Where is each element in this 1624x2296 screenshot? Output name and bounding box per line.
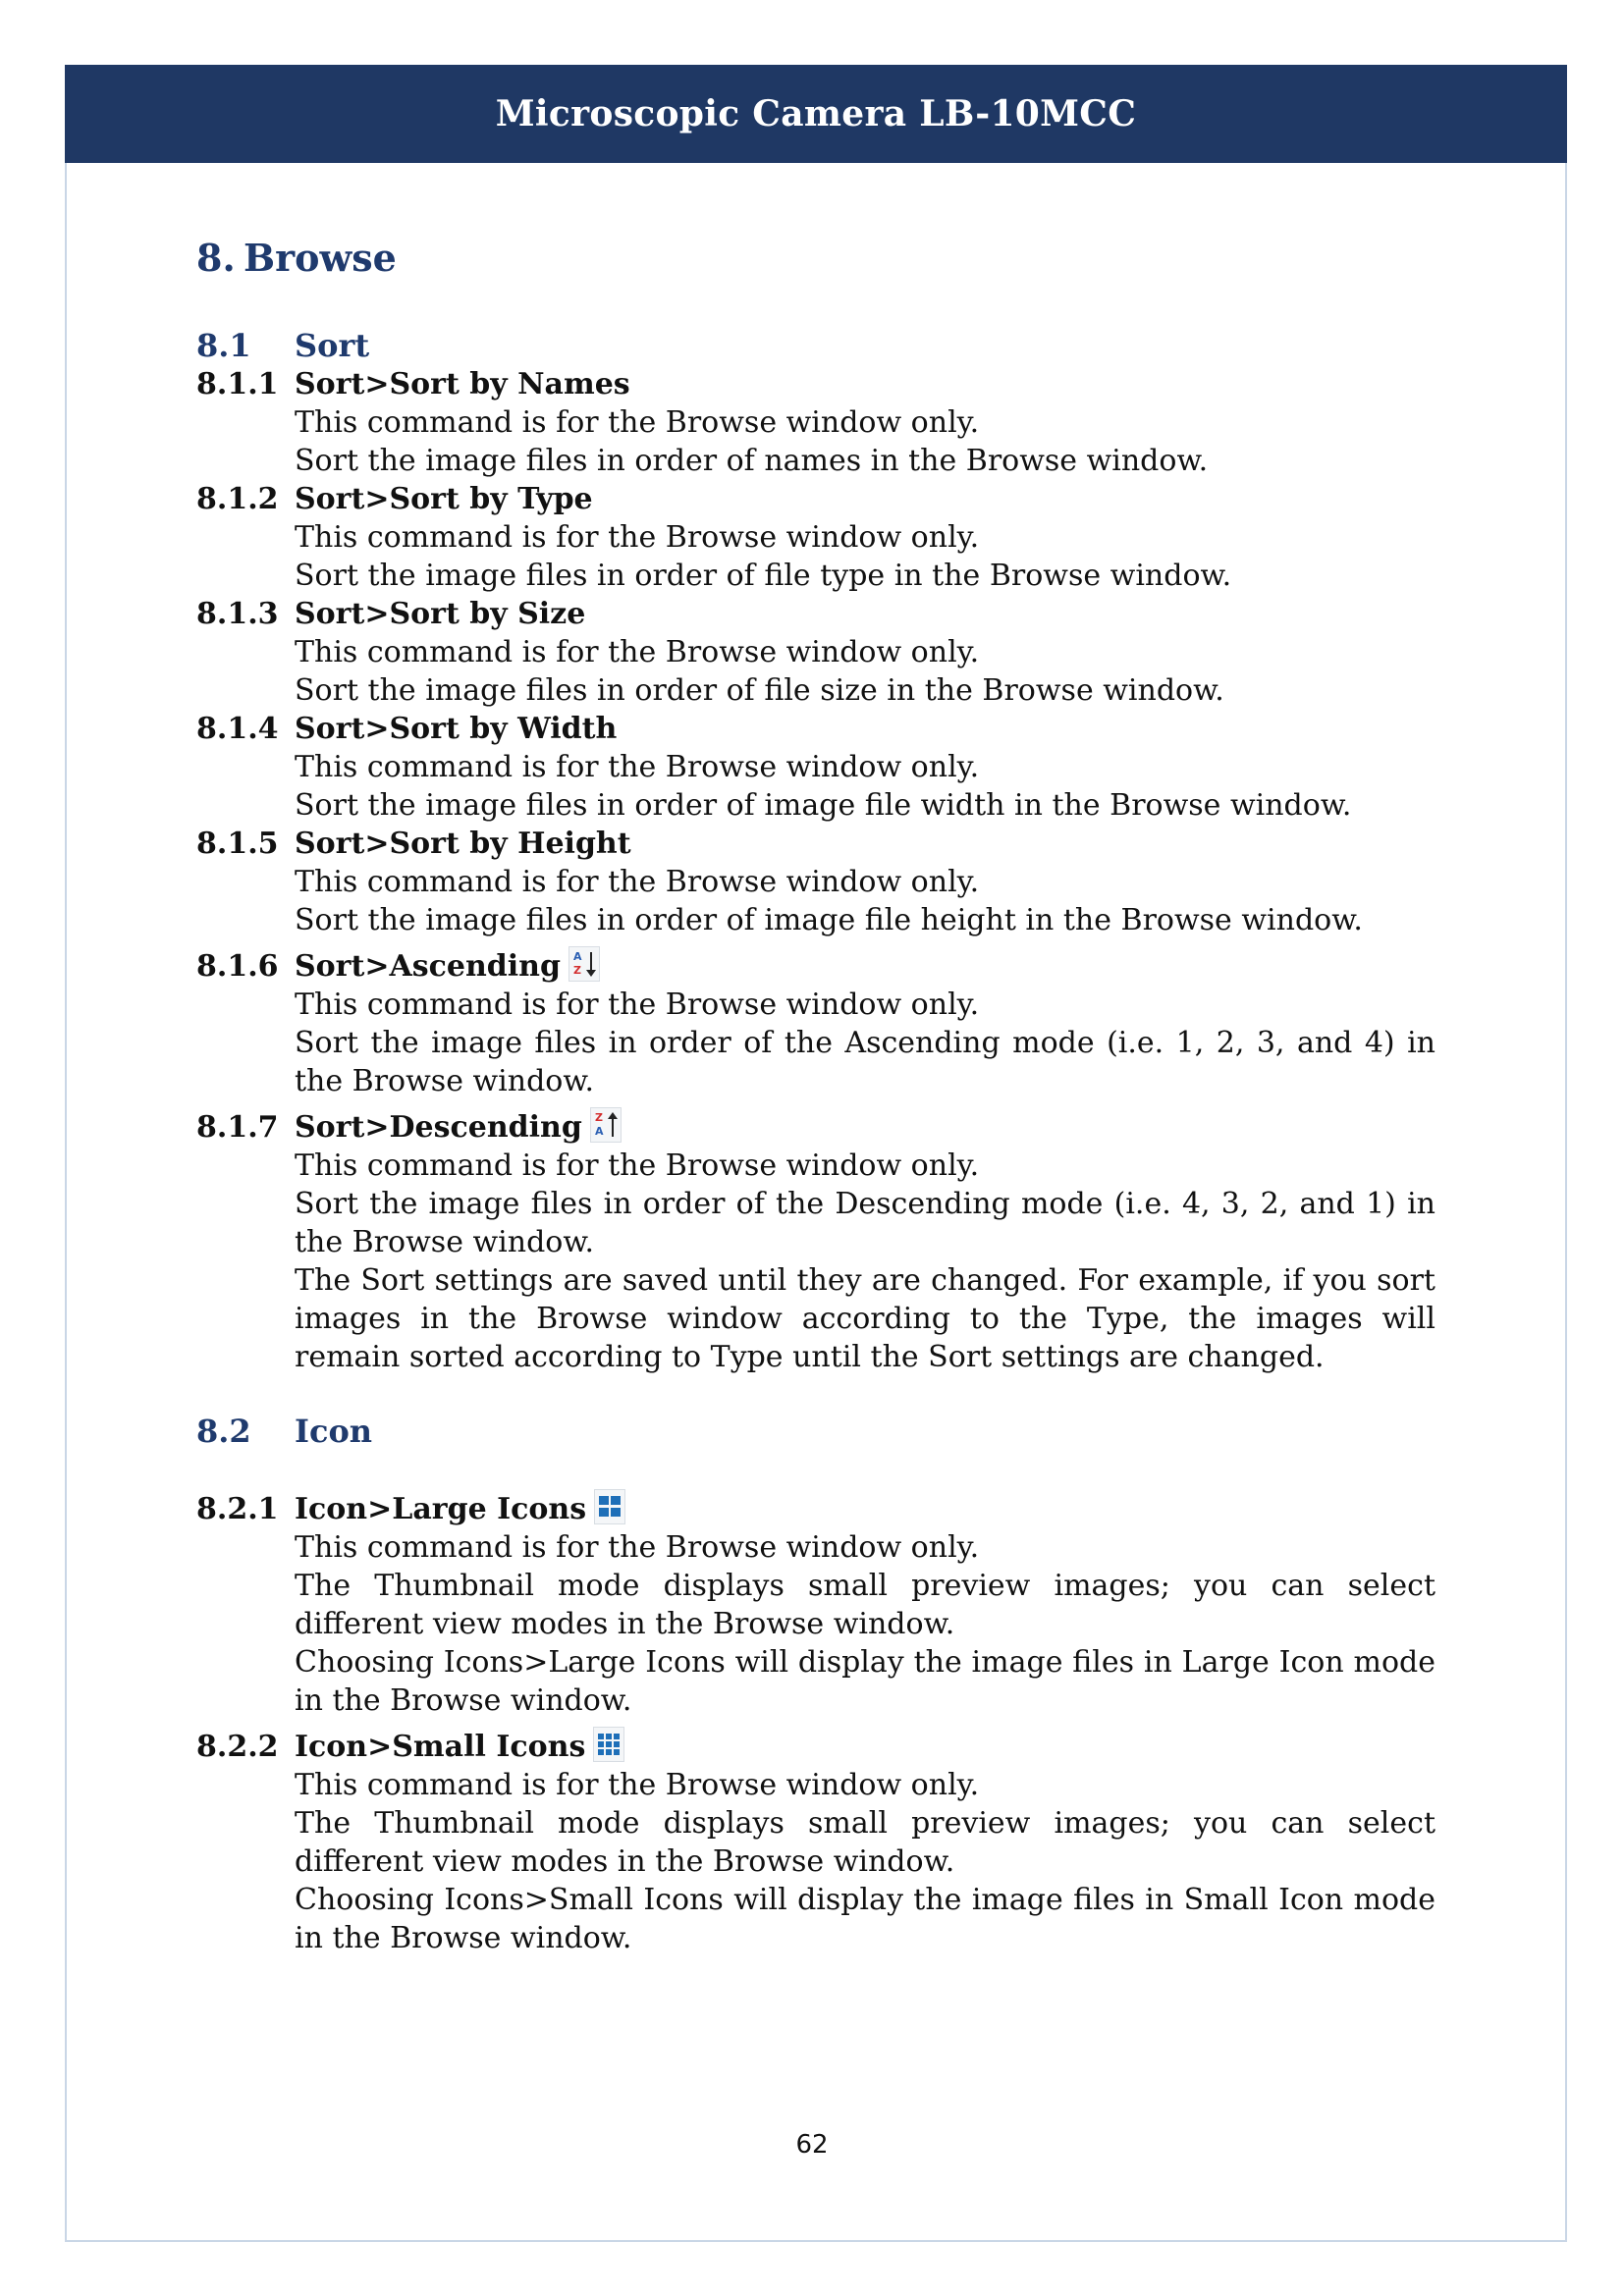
body-text: Choosing Icons>Small Icons will display the image files in Small Icon mode in the Browse window. [295,1883,1435,1955]
body-text: Choosing Icons>Large Icons will display the image files in Large Icon mode in the Browse window. [295,1645,1435,1718]
body-text: Sort the image files in order of names in the Browse window. [295,444,1209,478]
subsection-title: Sort>Ascending [295,949,561,984]
subsection-title: Sort>Sort by Height [295,827,631,861]
section-heading-sort [196,326,1435,365]
body-text: Sort the image files in order of the Ascending mode (i.e. 1, 2, 3, and 4) in the Browse window. [295,1026,1435,1098]
subsection-number: 8.1.1 [196,367,279,401]
chapter-title: Browse [244,236,397,280]
subsection-heading [196,825,1435,863]
body-text: Sort the image files in order of image file height in the Browse window. [295,903,1363,937]
subsection-number: 8.1.7 [196,1110,279,1145]
body-text: This command is for the Browse window only. [295,1530,980,1565]
subsection-title: Sort>Sort by Width [295,712,618,746]
subsection-number: 8.1.5 [196,827,279,861]
subsection-title: Icon>Large Icons [295,1492,587,1526]
subsection-title: Sort>Sort by Type [295,482,593,516]
chapter-number: 8. [196,236,236,280]
body-text: This command is for the Browse window only. [295,1148,980,1183]
svg-text:A: A [594,1125,604,1138]
body-text: Sort the image files in order of the Descending mode (i.e. 4, 3, 2, and 1) in the Browse window. [295,1187,1435,1259]
svg-text:Z: Z [572,964,581,977]
small-icons-icon [593,1727,624,1762]
subsection-number: 8.2.2 [196,1730,279,1764]
body-text: Sort the image files in order of image file width in the Browse window. [295,788,1352,823]
subsection-heading [196,947,1435,986]
body-text: Sort the image files in order of file size in the Browse window. [295,673,1224,708]
subsection-title: Sort>Sort by Size [295,597,586,631]
body-text: This command is for the Browse window only. [295,988,980,1022]
section-title: Sort [295,327,370,364]
body-text: This command is for the Browse window only. [295,405,980,440]
subsection-number: 8.1.4 [196,712,279,746]
subsection-heading [196,1108,1435,1147]
subsection-number: 8.1.3 [196,597,279,631]
body-text: This command is for the Browse window only. [295,635,980,669]
document-body [196,236,1435,1957]
large-icons-icon [594,1489,625,1524]
subsection-title: Sort>Sort by Names [295,367,630,401]
subsection-heading [196,480,1435,518]
sort-descending-icon [590,1107,622,1143]
page-number: 62 [795,2130,829,2160]
subsection-heading [196,365,1435,403]
header-bar [65,65,1567,163]
subsection-title: Icon>Small Icons [295,1730,586,1764]
chapter-heading [196,236,1435,281]
subsection-number: 8.1.6 [196,949,279,984]
subsection-number: 8.1.2 [196,482,279,516]
body-text: This command is for the Browse window only. [295,520,980,555]
subsection-title: Sort>Descending [295,1110,582,1145]
body-text: Sort the image files in order of file type in the Browse window. [295,559,1232,593]
body-text: This command is for the Browse window only. [295,865,980,899]
subsection-heading [196,710,1435,748]
section-number: 8.1 [196,327,251,364]
subsection-number: 8.2.1 [196,1492,279,1526]
section-title: Icon [295,1413,373,1450]
subsection-heading [196,1728,1435,1766]
svg-text:Z: Z [594,1111,603,1124]
subsection-heading [196,595,1435,633]
sort-ascending-icon [568,946,600,982]
body-text: The Sort settings are saved until they are changed. For example, if you sort images in the Browse window according to the Type, the images will remain sorted according to Type until the Sort settings are changed. [295,1263,1435,1374]
body-text: The Thumbnail mode displays small preview images; you can select different view modes in the Browse window. [295,1806,1435,1879]
header-title: Microscopic Camera LB-10MCC [495,93,1137,134]
svg-text:A: A [572,950,582,963]
body-text: This command is for the Browse window only. [295,750,980,784]
body-text: The Thumbnail mode displays small preview images; you can select different view modes in the Browse window. [295,1569,1435,1641]
section-number: 8.2 [196,1413,251,1450]
section-heading-icon [196,1412,1435,1451]
subsection-heading [196,1490,1435,1528]
body-text: This command is for the Browse window only. [295,1768,980,1802]
